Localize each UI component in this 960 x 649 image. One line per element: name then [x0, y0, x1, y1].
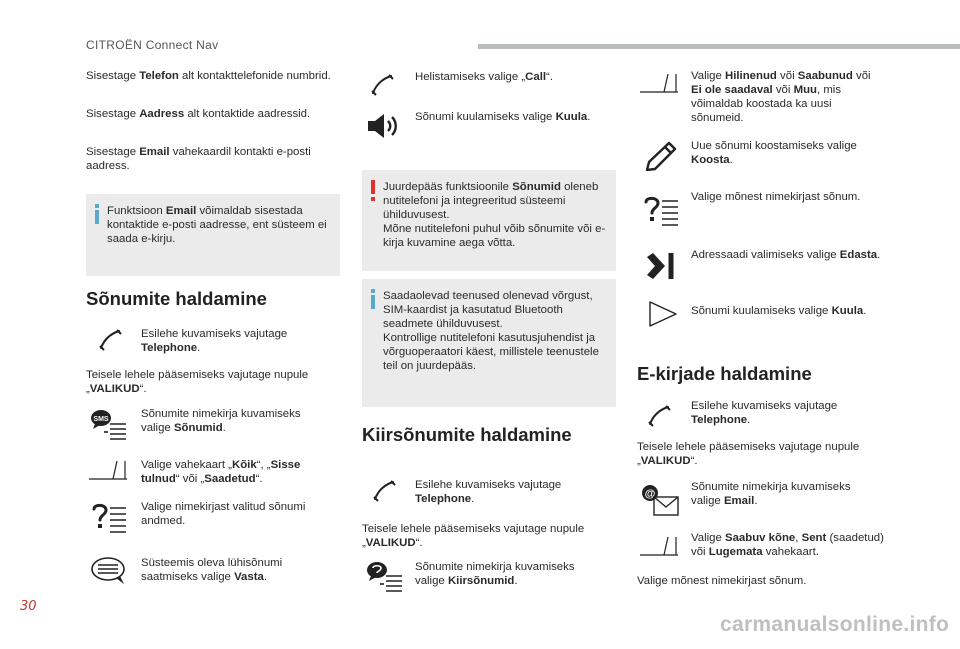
info-box-services [362, 279, 616, 407]
info-box-email [86, 194, 340, 276]
paragraph-aadress: Sisestage Aadress alt kontaktide aadressid. [86, 108, 311, 120]
tab-slot-icon [638, 535, 680, 557]
item-telephone-3: Esilehe kuvamiseks vajutage Telephone. [691, 400, 838, 426]
item-saabuv-kone: Valige Saabuv kõne, Sent (saadetud) või Lugemata vahekaart. [691, 532, 884, 558]
paragraph-valikud-3: Teisele lehele pääsemiseks vajutage nupule „VALIKUD“. [637, 441, 860, 467]
email-list-icon [640, 483, 680, 517]
paragraph-valige-sonum: Valige mõnest nimekirjast sõnum. [637, 575, 807, 587]
quick-message-list-icon [366, 560, 404, 594]
phone-handset-icon [372, 480, 398, 502]
warning-icon [371, 180, 375, 202]
phone-handset-icon [370, 74, 396, 96]
item-hilinenud: Valige Hilinenud või Saabunud või Ei ole saadaval või Muu, mis võimaldab koostada ka uusi sõnumeid. [691, 70, 871, 124]
tab-slot-icon [87, 459, 129, 481]
item-call: Helistamiseks valige „Call“. [415, 71, 554, 83]
page-number: 30 [20, 599, 37, 614]
heading-sonumite-haldamine: Sõnumite haldamine [86, 288, 267, 309]
detail-list-icon [90, 502, 128, 534]
paragraph-telefon: Sisestage Telefon alt kontakttelefonide numbrid. [86, 70, 331, 82]
item-koosta: Uue sõnumi koostamiseks valige Koosta. [691, 140, 857, 166]
info-text: Funktsioon Email võimaldab sisestada kontaktide e-posti aadresse, ent süsteem ei saada e-kirju. [107, 205, 327, 245]
item-vasta: Süsteemis oleva lühisõnumi saatmiseks valige Vasta. [141, 557, 283, 583]
info-icon [95, 204, 99, 224]
reply-list-icon [90, 556, 128, 586]
paragraph-valikud-2: Teisele lehele pääsemiseks vajutage nupule „VALIKUD“. [362, 523, 585, 549]
heading-kiirsonumite-haldamine: Kiirsõnumite haldamine [362, 424, 572, 445]
forward-icon [645, 251, 677, 281]
phone-handset-icon [647, 405, 673, 427]
item-telephone-1: Esilehe kuvamiseks vajutage Telephone. [141, 328, 288, 354]
warning-box [362, 170, 616, 271]
svg-text:@: @ [644, 488, 656, 500]
item-valige-sonum: Valige mõnest nimekirjast sõnum. [691, 191, 861, 203]
info-text-services: Saadaolevad teenused olenevad võrgust, SIM-kaardist ja kasutatud Bluetooth seadmete ühilduvusest. Kontrollige nutitelefoni kasutusjuhendist ja võrguoperaatori käest, millistele teenustele teil on juurdepääs. [383, 290, 599, 372]
item-telephone-2: Esilehe kuvamiseks vajutage Telephone. [415, 479, 562, 505]
item-andmed: Valige nimekirjast valitud sõnumi andmed. [141, 501, 306, 527]
pencil-icon [645, 141, 677, 171]
item-email: Sõnumite nimekirja kuvamiseks valige Email. [691, 481, 851, 507]
running-header: CITROËN Connect Nav [86, 38, 219, 52]
item-edasta: Adressaadi valimiseks valige Edasta. [691, 249, 881, 261]
item-kiirsonumid: Sõnumite nimekirja kuvamiseks valige Kiirsõnumid. [415, 561, 575, 587]
heading-e-kirjade-haldamine: E-kirjade haldamine [637, 363, 812, 384]
watermark: carmanualsonline.info [720, 613, 950, 636]
svg-text:SMS: SMS [93, 416, 109, 423]
sms-list-icon [90, 408, 128, 442]
item-kuula-2: Sõnumi kuulamiseks valige Kuula. [691, 305, 867, 317]
phone-handset-icon [98, 329, 124, 351]
speaker-icon [366, 112, 402, 140]
tab-slot-icon [638, 72, 680, 94]
item-vahekaart: Valige vahekaart „Kõik“, „Sisse tulnud“ või „Saadetud“. [141, 459, 301, 485]
header-rule [478, 44, 960, 49]
paragraph-valikud-1: Teisele lehele pääsemiseks vajutage nupule „VALIKUD“. [86, 369, 309, 395]
item-sonumid: Sõnumite nimekirja kuvamiseks valige Sõnumid. [141, 408, 301, 434]
item-kuula-1: Sõnumi kuulamiseks valige Kuula. [415, 111, 591, 123]
info-icon [371, 289, 375, 309]
message-list-icon [642, 195, 680, 227]
play-icon [648, 300, 678, 328]
warning-text: Juurdepääs funktsioonile Sõnumid oleneb nutitelefoni ja integreeritud süsteemi ühilduvusest. Mõne nutitelefoni puhul võib sõnumite või e-kirja kuvamine aega võtta. [383, 181, 606, 249]
paragraph-email: Sisestage Email vahekaardil kontakti e-posti aadress. [86, 146, 311, 172]
